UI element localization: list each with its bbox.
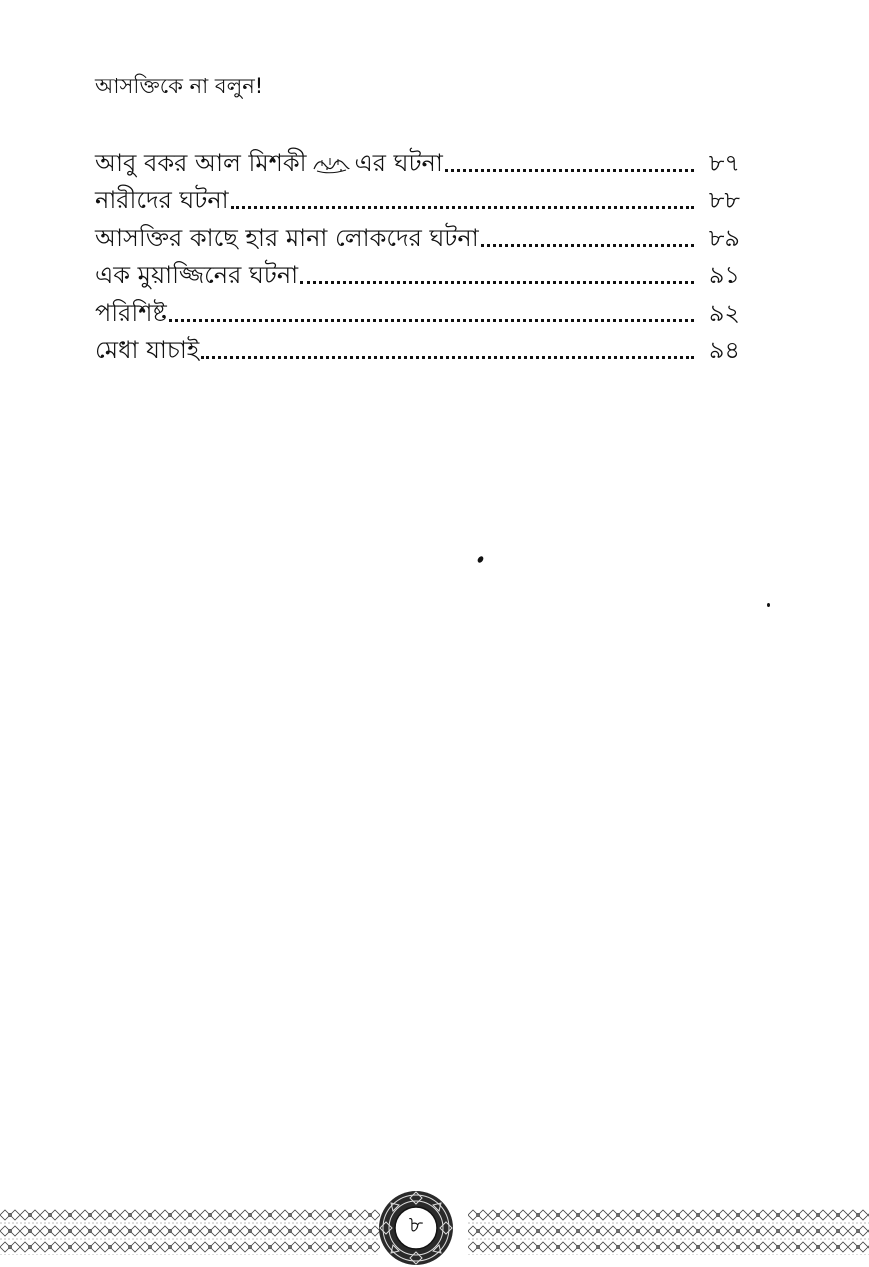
toc-entry-title: নারীদের ঘটনা <box>95 186 229 214</box>
toc-entry-title: আসক্তির কাছে হার মানা লোকদের ঘটনা <box>95 223 479 252</box>
table-of-contents <box>95 140 740 365</box>
toc-entry[interactable] <box>95 215 740 253</box>
toc-entry-title: এক মুয়াজ্জিনের ঘটনা <box>95 261 299 289</box>
lattice-border-left <box>0 1207 380 1257</box>
dot-leader <box>300 281 694 284</box>
toc-entry[interactable] <box>95 140 740 178</box>
honorific-calligraphy-icon <box>311 154 351 174</box>
dot-leader <box>445 169 694 172</box>
dot-leader <box>231 206 694 209</box>
toc-entry-title: আবু বকর আল মিশকী এর ঘটনা <box>95 148 443 177</box>
dot-leader <box>169 319 694 322</box>
toc-page-number: ৯৪ <box>708 336 740 364</box>
lattice-border-right <box>468 1207 869 1257</box>
toc-page-number: ৯১ <box>708 261 740 289</box>
toc-entry[interactable] <box>95 328 740 366</box>
ink-speck <box>476 555 484 564</box>
running-header: আসক্তিকে না বলুন! <box>95 74 264 98</box>
toc-page-number: ৮৭ <box>708 148 740 177</box>
toc-entry-title: পরিশিষ্ট <box>95 298 167 327</box>
toc-entry[interactable] <box>95 290 740 328</box>
dot-leader <box>481 244 694 247</box>
ink-speck <box>767 603 770 607</box>
toc-page-number: ৮৯ <box>708 223 740 252</box>
toc-entry-title: মেধা যাচাই <box>95 336 200 364</box>
page-number: ৮ <box>408 1213 424 1238</box>
toc-entry[interactable] <box>95 178 740 216</box>
toc-entry[interactable] <box>95 253 740 291</box>
toc-page-number: ৮৮ <box>708 186 740 214</box>
toc-page-number: ৯২ <box>708 298 740 327</box>
dot-leader <box>201 356 694 359</box>
